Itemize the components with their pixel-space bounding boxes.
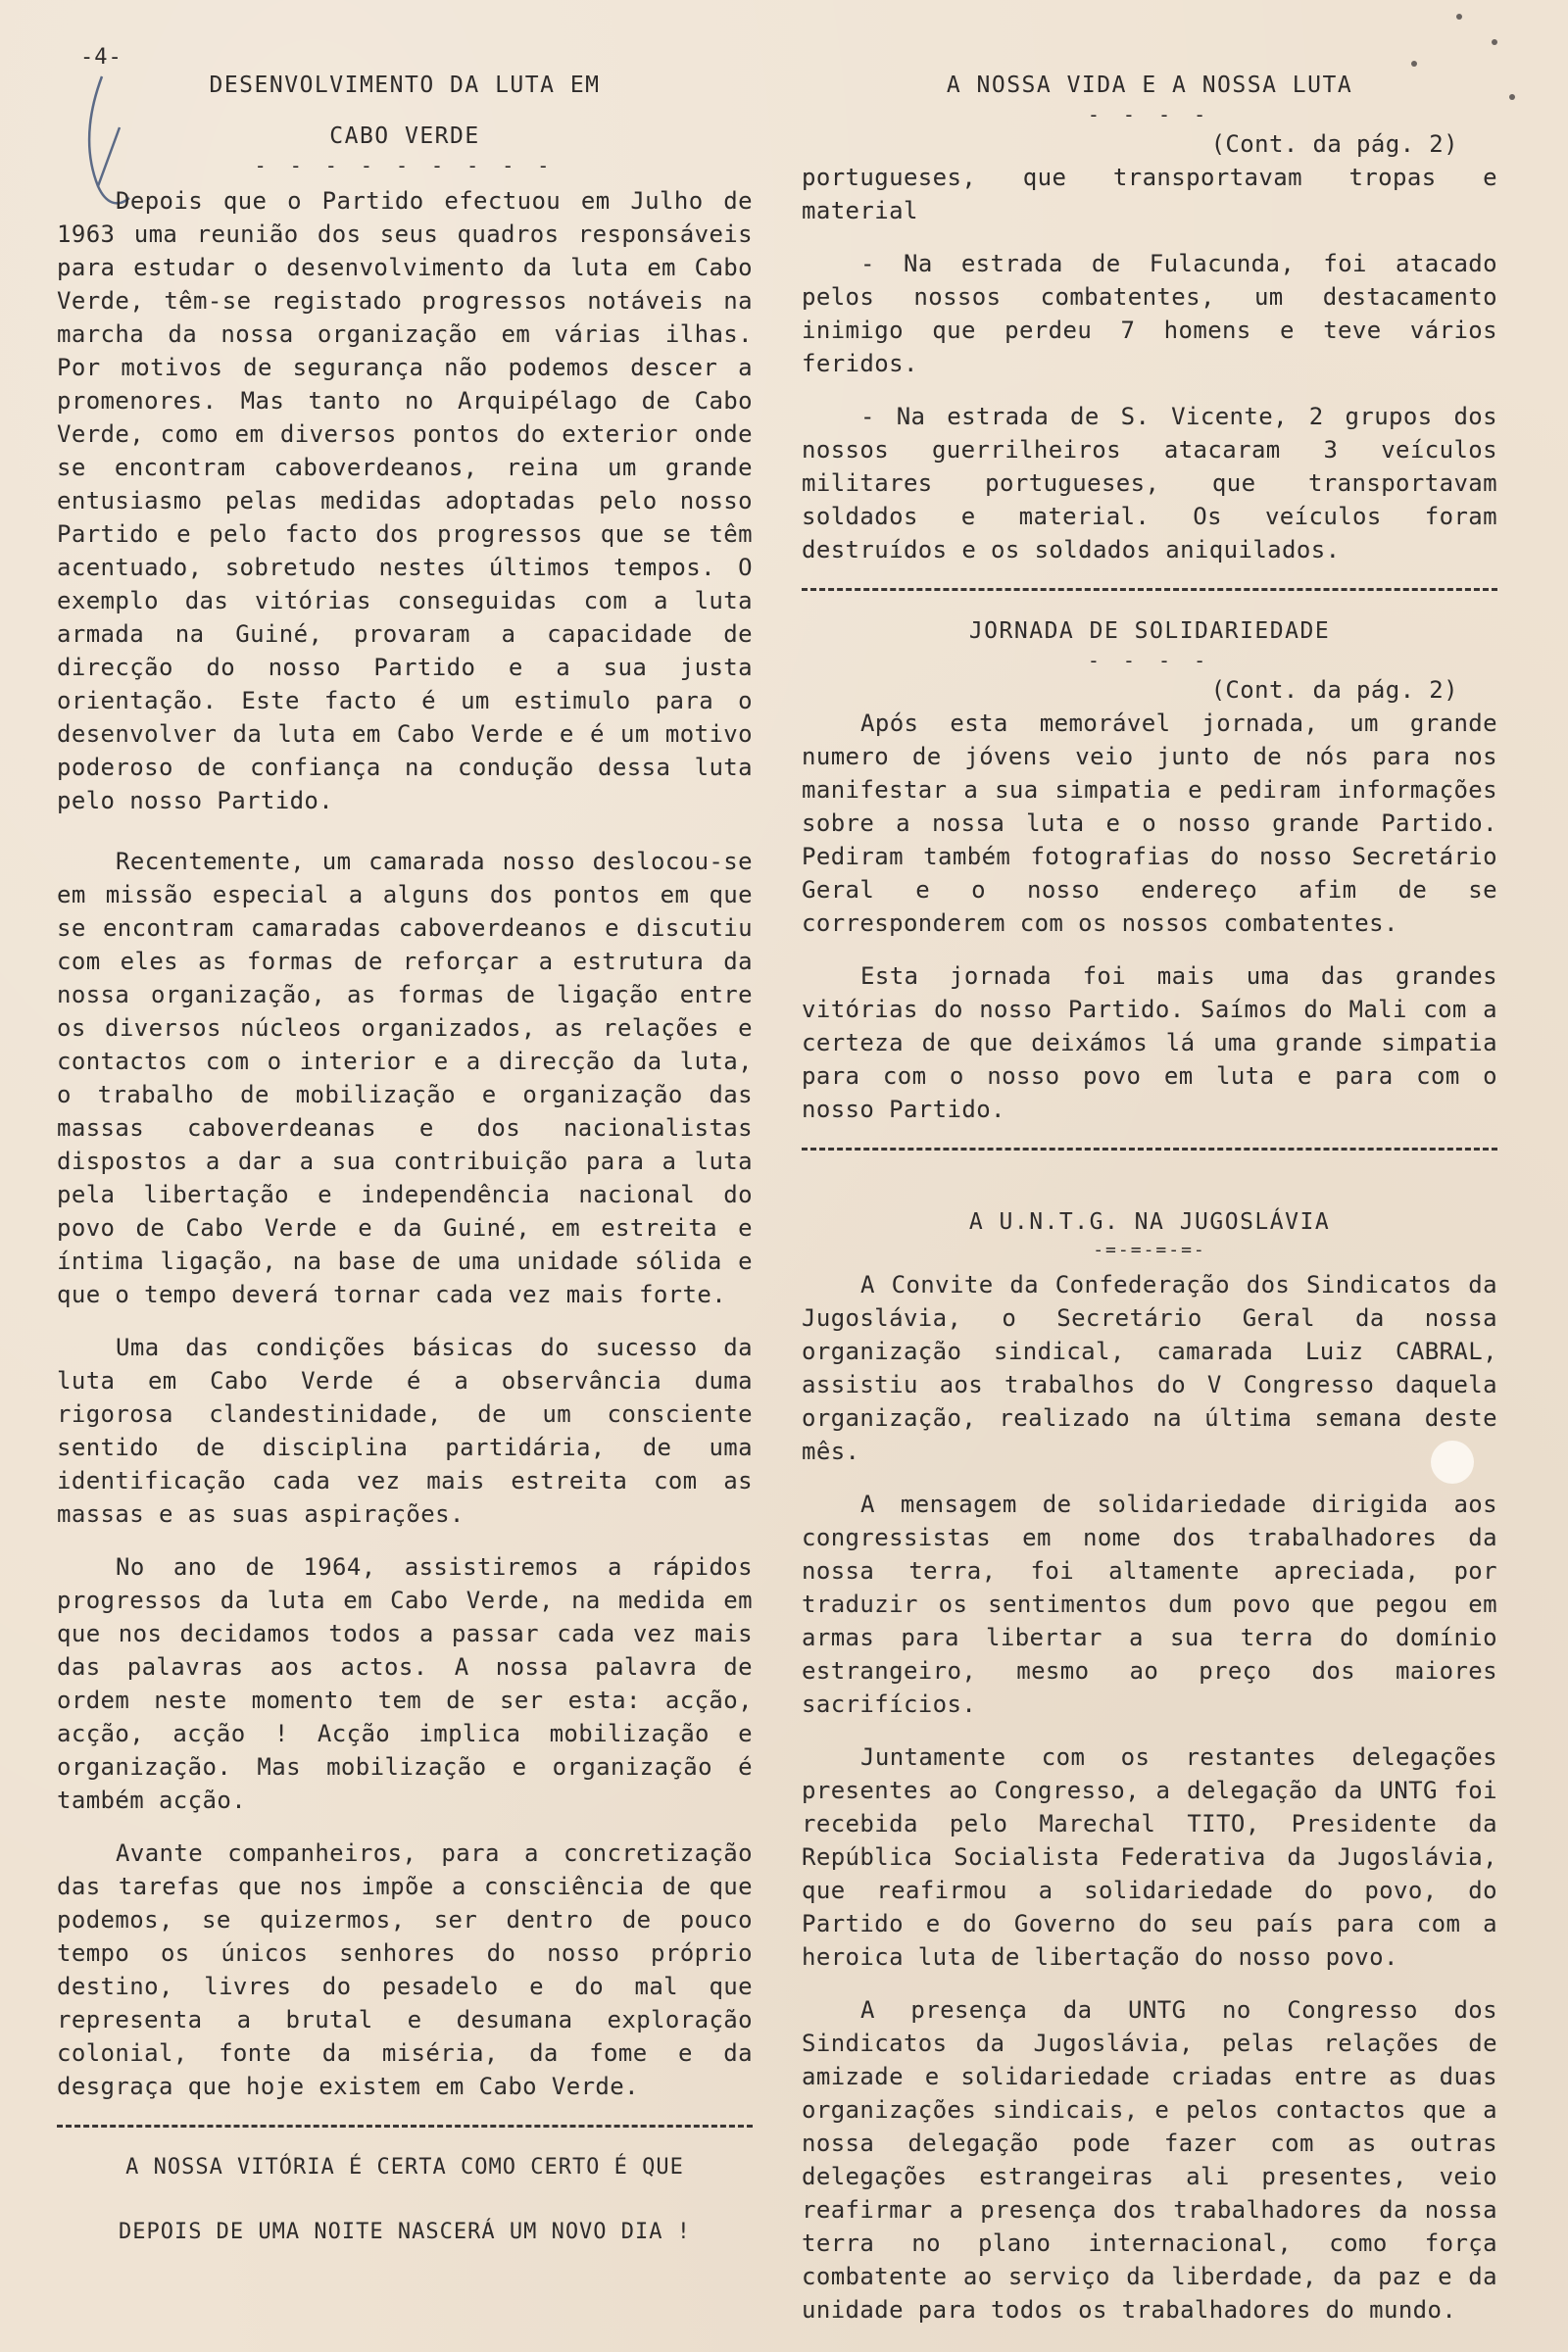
ink-speck — [1509, 94, 1515, 100]
paper-hole — [1431, 1441, 1474, 1484]
right-s3-paragraph-1: A Convite da Confederação dos Sindicatos da Jugoslávia, o Secretário Geral da nossa organização sindical, camarada Luiz CABRAL, assistiu aos trabalhos do V Congresso daquela organização, realizado na última semana deste mês. — [802, 1271, 1497, 1465]
right-s1-paragraph-2: - Na estrada de Fulacunda, foi atacado pelos nossos combatentes, um destacamento inimigo que perdeu 7 homens e teve vários feridos. — [802, 250, 1497, 377]
closing-line-2: DEPOIS DE UMA NOITE NASCERÁ UM NOVO DIA ! — [118, 2220, 692, 2244]
right-s3-paragraph-4: A presença da UNTG no Congresso dos Sindicatos da Jugoslávia, pelas relações de amizade e solidariedade criadas entre as duas organizações sindicais, e pelos contactos que a nossa delegação pode fazer com as outras delegações estrangeiras ali presentes, veio reafirmar a presença dos trabalhadores da nossa terra no plano internacional, como força combatente ao serviço da liberdade, da paz e da unidade para todos os trabalhadores do mundo. — [802, 1996, 1497, 2324]
section-underline: - - - - — [1087, 103, 1212, 126]
section-title-jornada: JORNADA DE SOLIDARIEDADE — [968, 618, 1331, 644]
article-title-line1: DESENVOLVIMENTO DA LUTA EM — [209, 73, 601, 98]
left-paragraph-3: Uma das condições básicas do sucesso da luta em Cabo Verde é a observância duma rigorosa clandestinidade, de um consciente sentido de disciplina partidária, de uma identificação cada vez mais estreita com as massas e as suas aspirações. — [57, 1334, 753, 1528]
right-s3-paragraph-2: A mensagem de solidariedade dirigida aos congressistas em nome dos trabalhadores da nossa terra, foi altamente apreciada, por traduzir os sentimentos dum povo que pegou em armas para libertar a sua terra do domínio estrangeiro, mesmo ao preço dos maiores sacrifícios. — [802, 1491, 1497, 1718]
continuation-note: (Cont. da pág. 2) — [1210, 676, 1458, 704]
left-paragraph-1: Depois que o Partido efectuou em Julho de 1963 uma reunião dos seus quadros responsáveis para estudar o desenvolvimento da luta em Cabo Verde, têm-se registado progressos notáveis na marcha da nossa organização em várias ilhas. Por motivos de segurança não podemos descer a promenores. Mas tanto no Arquipélago de Cabo Verde, como em diversos pontos do exterior onde se encontram caboverdeanos, reina um grande entusiasmo pelas medidas adoptadas pelo nosso Partido e pelo facto dos progressos que se têm acentuado, sobretudo nestes últimos tempos. O exemplo das vitórias conseguidas com a luta armada na Guiné, provaram a capacidade de direcção do nosso Partido e a sua justa orientação. Este facto é um estimulo para o desenvolver da luta em Cabo Verde e é um motivo poderoso de confiança na condução dessa luta pelo nosso Partido. — [57, 187, 753, 814]
left-column — [57, 69, 753, 2280]
title-underline: - - - - - - - - - — [254, 154, 556, 177]
right-s1-paragraph-1: portugueses, que transportavam tropas e material — [802, 164, 1497, 224]
article-title-line2: CABO VERDE — [329, 123, 480, 149]
closing-line-1: A NOSSA VITÓRIA É CERTA COMO CERTO É QUE — [125, 2155, 684, 2180]
section-title-vida-luta: A NOSSA VIDA E A NOSSA LUTA — [946, 73, 1353, 98]
section-title-untg: A U.N.T.G. NA JUGOSLÁVIA — [968, 1209, 1331, 1235]
continuation-note: (Cont. da pág. 2) — [1210, 130, 1458, 158]
left-paragraph-5: Avante companheiros, para a concretização das tarefas que nos impõe a consciência de que podemos, se quizermos, ser dentro de pouco tempo os únicos senhores do nosso próprio destino, livres do pesadelo e do mal que representa a brutal e desumana exploração colonial, fonte da miséria, da fome e da desgraça que hoje existem em Cabo Verde. — [57, 1839, 753, 2100]
left-paragraph-4: No ano de 1964, assistiremos a rápidos progressos da luta em Cabo Verde, na medida em que nos decidamos todos a passar cada vez mais das palavras aos actos. A nossa palavra de ordem neste momento tem de ser esta: acção, acção, acção ! Acção implica mobilização e organização. Mas mobilização e organização é também acção. — [57, 1553, 753, 1814]
left-paragraph-2: Recentemente, um camarada nosso deslocou-se em missão especial a alguns dos pontos em que se encontram camaradas caboverdeanos e discutiu com eles as formas de reforçar a estrutura da nossa organização, as formas de ligação entre os diversos núcleos organizados, as relações e contactos com o interior e a direcção da luta, o trabalho de mobilização e organização das massas caboverdeanas e dos nacionalistas dispostos a dar a sua contribuição para a luta pela libertação e independência nacional do povo de Cabo Verde e da Guiné, em estreita e íntima ligação, na base de uma unidade sólida e que o tempo deverá tornar cada vez mais forte. — [57, 848, 753, 1308]
right-s1-paragraph-3: - Na estrada de S. Vicente, 2 grupos dos nossos guerrilheiros atacaram 3 veículos militares portugueses, que transportavam soldados e material. Os veículos foram destruídos e os soldados aniquilados. — [802, 403, 1497, 564]
right-column — [802, 69, 1497, 2346]
section-underline: -=-=-=-=- — [1093, 1240, 1206, 1260]
ink-speck — [1411, 61, 1417, 67]
right-s3-paragraph-3: Juntamente com os restantes delegações presentes ao Congresso, a delegação da UNTG foi recebida pelo Marechal TITO, Presidente da República Socialista Federativa da Jugoslávia, que reafirmou a solidariedade do povo, do Partido e do Governo do seu país para com a heroica luta de libertação do nosso povo. — [802, 1743, 1497, 1971]
page-number: -4- — [80, 45, 122, 70]
section-underline: - - - - — [1087, 649, 1212, 672]
section-divider — [57, 2125, 753, 2128]
section-divider — [802, 1148, 1497, 1151]
section-divider — [802, 588, 1497, 591]
right-s2-paragraph-2: Esta jornada foi mais uma das grandes vitórias do nosso Partido. Saímos do Mali com a certeza de que deixámos lá uma grande simpatia para com o nosso povo em luta e para com o nosso Partido. — [802, 962, 1497, 1123]
right-s2-paragraph-1: Após esta memorável jornada, um grande numero de jóvens veio junto de nós para nos manifestar a sua simpatia e pediram informações sobre a nossa luta e o nosso grande Partido. Pediram também fotografias do nosso Secretário Geral e o nosso endereço afim de se corresponderem com os nossos combatentes. — [802, 710, 1497, 937]
ink-speck — [1492, 39, 1497, 45]
ink-speck — [1456, 14, 1462, 20]
